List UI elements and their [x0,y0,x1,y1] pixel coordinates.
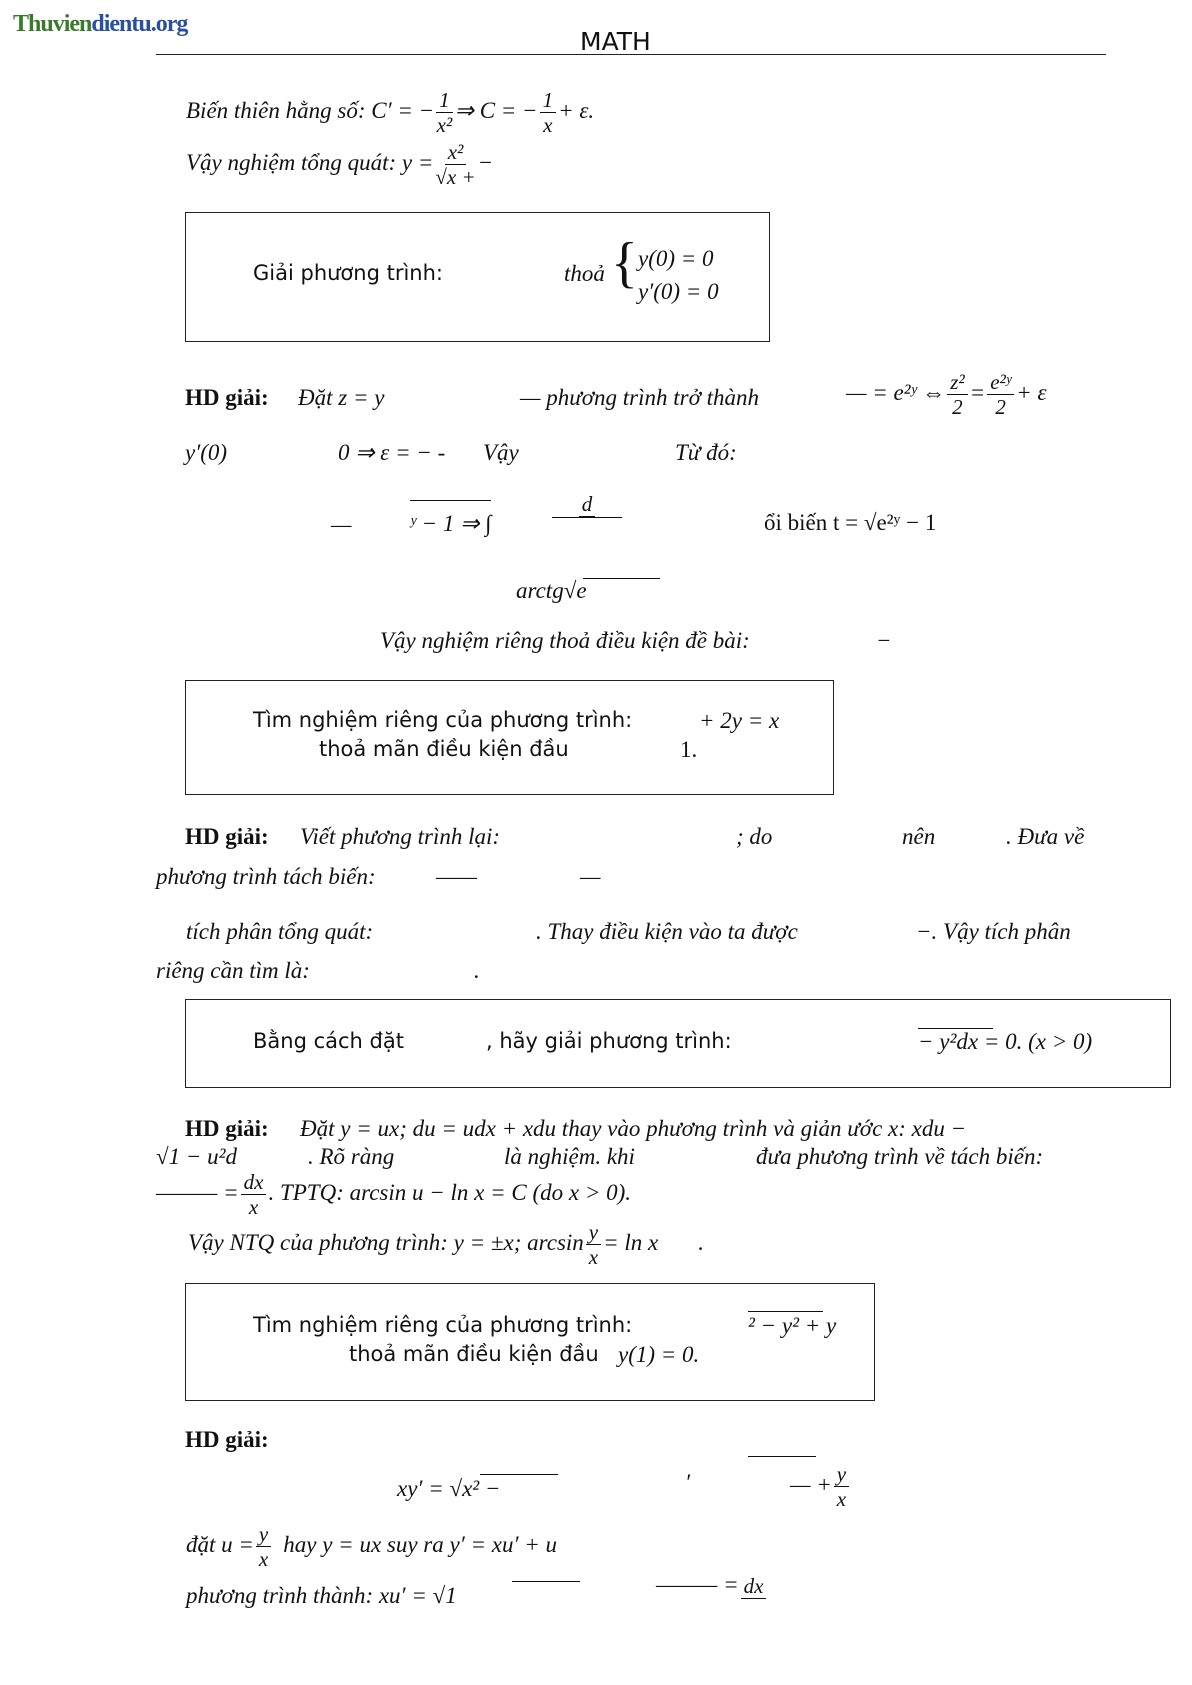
text: . [474,958,480,983]
text: √1 − u²d [156,1144,238,1169]
exercise-box-2 [185,680,834,795]
solution-heading-1: HD giải: [185,385,269,410]
text: phương trình tách biến: [156,864,376,889]
text: y(1) = 0. [618,1342,700,1367]
text: . Rõ ràng [308,1144,395,1169]
condition-1: y(0) = 0 [638,246,714,271]
text: 1. [680,737,698,762]
exercise-label: Tìm nghiệm riêng của phương trình: [253,1313,633,1337]
radical-bar [918,1028,993,1029]
equation: ——— = $\frac{dx}{x}$ . TPTQ: arcsin u − ln x = C (do x > 0). [156,1170,632,1220]
text: thoả mãn điều kiện đầu [349,1342,599,1366]
text: Từ đó: [675,440,737,465]
solution-heading-2: HD giải: [185,824,269,849]
text: tích phân tổng quát: [186,919,374,944]
radical-bar [512,1581,580,1582]
text: ′ [685,1470,691,1495]
text: Đặt z = y [298,385,385,410]
text: thoả mãn điều kiện đầu [319,737,569,761]
text: —— [436,864,477,889]
text: đưa phương trình về tách biến: [756,1144,1044,1169]
exercise-box-3 [185,999,1171,1088]
text: Viết phương trình lại: [300,824,501,849]
text: riêng cần tìm là: [156,958,310,983]
text: − [876,628,892,653]
brace-icon: { [611,232,638,294]
radical-bar [748,1311,823,1312]
text: — [331,512,352,537]
text: ; do [736,824,773,849]
text: . Đưa về [1006,824,1085,849]
fraction: d [550,492,624,532]
text: arctg√e [516,578,587,603]
text: Bằng cách đặt [253,1029,404,1053]
equation: — + $\frac{y}{x}$ [790,1462,851,1511]
equation: — = e²ʸ ⇔ $\frac{\text{z²}}{2}$ = $\frac{\text{e²ʸ}}{2}$ + ε [846,370,1047,420]
text: nên [902,824,936,849]
radical-bar [748,1456,816,1457]
text: + 2y = x [699,708,780,733]
text: ổi biến t = √e²ʸ − 1 [764,510,937,535]
exercise-box-4 [185,1283,875,1401]
text: − y²dx = 0. (x > 0) [918,1029,1093,1054]
line-general-solution: Vậy nghiệm tổng quát: y = $\frac{\text{x²}}{√x +}$ − [186,140,494,190]
text: xy′ = √x² − [397,1476,501,1501]
equation: ——— = dx [656,1572,768,1599]
equation: Vậy NTQ của phương trình: y = ±x; arcsin $\frac{y}{x}$ = ln x . [188,1220,704,1270]
radical-bar [583,578,660,579]
text: y′(0) [185,440,228,465]
exercise-label: Tìm nghiệm riêng của phương trình: [253,708,633,732]
text: , hãy giải phương trình: [486,1029,732,1053]
text: 0 ⇒ ε = − - [338,440,446,465]
condition-2: y′(0) = 0 [638,279,719,304]
text: Đặt y = ux; du = udx + xdu thay vào phương trình và giản ước x: xdu − [300,1116,967,1141]
text: Vậy [483,440,519,465]
exercise-box-1 [185,212,770,342]
exercise-label: Giải phương trình: [253,261,443,285]
text: ʸ − 1 ⇒ ∫ [410,500,491,537]
solution-heading-3: HD giải: [185,1116,269,1141]
page-title: MATH [580,27,651,56]
text: ² − y² + y [748,1313,837,1338]
text: — phương trình trở thành [520,385,760,410]
text: là nghiệm. khi [504,1144,635,1169]
equation: đặt u = $\frac{y}{x}$ hay y = ux suy ra y′ = xu′ + u [186,1522,558,1572]
text: −. Vậy tích phân [916,919,1071,944]
text: — [580,864,601,889]
site-logo: Thuviendientu.org [13,11,188,37]
header-rule [156,54,1106,55]
text: . Thay điều kiện vào ta được [536,919,798,944]
solution-heading-4: HD giải: [185,1427,269,1452]
condition-word: thoả [564,261,605,286]
line-variation-constant: Biến thiên hằng số: C′ = − $\frac{1}{\text{x²}}$ ⇒ C = − $\frac{1}{x}$ + ε. [186,88,595,138]
text: Vậy nghiệm riêng thoả điều kiện đề bài: [380,628,750,653]
radical-bar [480,1474,558,1475]
text: phương trình thành: xu′ = √1 [186,1583,457,1608]
